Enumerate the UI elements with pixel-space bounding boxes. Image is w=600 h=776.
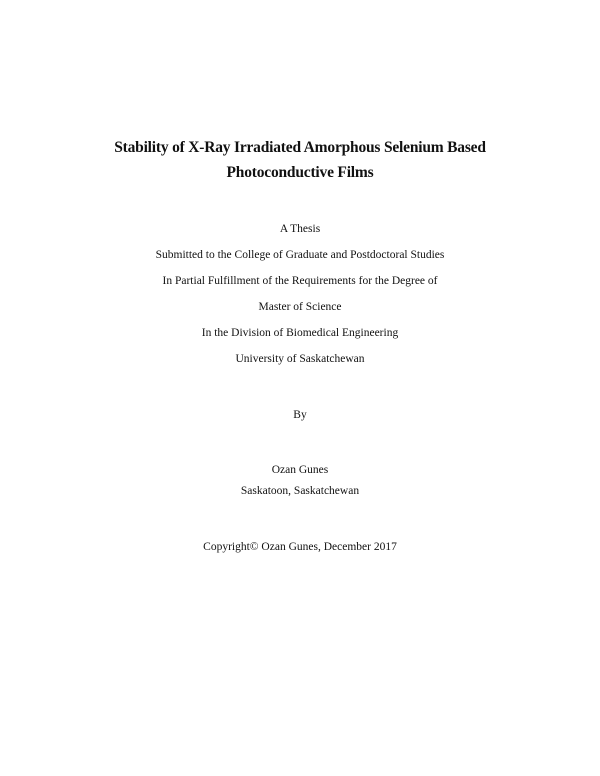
thesis-type: A Thesis [279, 223, 321, 235]
university-name: University of Saskatchewan [235, 353, 365, 365]
copyright-notice: Copyright© Ozan Gunes, December 2017 [203, 541, 397, 553]
degree-name: Master of Science [258, 301, 342, 313]
fulfillment-statement: In Partial Fulfillment of the Requirements for the Degree of [162, 275, 438, 287]
division-name: In the Division of Biomedical Engineering [201, 327, 399, 339]
title-line-1: Stability of X-Ray Irradiated Amorphous Selenium Based [114, 139, 486, 156]
by-label: By [293, 409, 307, 421]
submitted-to: Submitted to the College of Graduate and Postdoctoral Studies [155, 249, 445, 261]
title-line-2: Photoconductive Films [226, 164, 374, 181]
author-name: Ozan Gunes [271, 464, 329, 476]
author-location: Saskatoon, Saskatchewan [240, 485, 360, 497]
